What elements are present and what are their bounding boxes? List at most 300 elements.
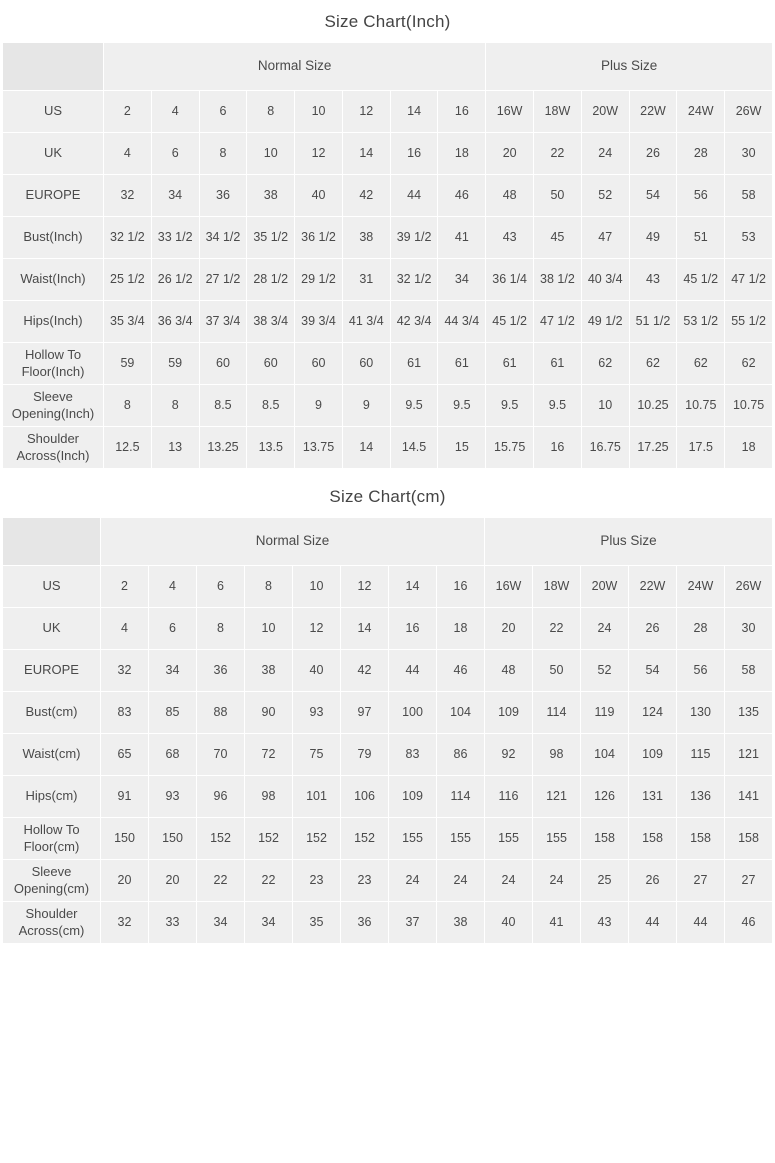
table-cell: 52 — [581, 175, 629, 217]
table-cell: 13.75 — [295, 427, 343, 469]
table-cell: 61 — [534, 343, 582, 385]
table-cell: 8 — [104, 385, 152, 427]
table-cell: 34 — [438, 259, 486, 301]
table-cell: 32 — [101, 902, 149, 944]
table-cell: 158 — [725, 818, 773, 860]
table-cell: 72 — [245, 734, 293, 776]
table-cell: 18 — [725, 427, 773, 469]
row-header-cell: Shoulder Across(cm) — [3, 902, 101, 944]
table-cell: 16W — [486, 91, 534, 133]
table-cell: 36 1/2 — [295, 217, 343, 259]
table-cell: 24 — [485, 860, 533, 902]
table-cell: 34 — [151, 175, 199, 217]
table-header-row — [3, 43, 773, 91]
table-cell: 30 — [725, 608, 773, 650]
table-row — [3, 385, 773, 427]
table-cell: 13.5 — [247, 427, 295, 469]
table-cell: 9.5 — [534, 385, 582, 427]
table-cell: 40 — [293, 650, 341, 692]
table-cell: 16 — [437, 566, 485, 608]
table-cell: 27 — [677, 860, 725, 902]
table-cell: 40 3/4 — [581, 259, 629, 301]
table-cell: 41 3/4 — [342, 301, 390, 343]
table-cell: 36 — [199, 175, 247, 217]
table-cell: 83 — [389, 734, 437, 776]
table-cell: 22 — [533, 608, 581, 650]
table-cell: 38 — [342, 217, 390, 259]
table-cell: 158 — [629, 818, 677, 860]
table-cell: 61 — [390, 343, 438, 385]
table-row — [3, 608, 773, 650]
table-cell: 32 — [101, 650, 149, 692]
table-row — [3, 91, 773, 133]
table-cell: 60 — [199, 343, 247, 385]
table-cell: 136 — [677, 776, 725, 818]
row-header-cell: Sleeve Opening(Inch) — [3, 385, 104, 427]
table-cell: 41 — [533, 902, 581, 944]
table-row — [3, 818, 773, 860]
table-cell: 60 — [295, 343, 343, 385]
table-cell: 22 — [197, 860, 245, 902]
table-cell: 53 1/2 — [677, 301, 725, 343]
table-row — [3, 734, 773, 776]
table-cell: 97 — [341, 692, 389, 734]
table-cell: 62 — [581, 343, 629, 385]
table-cell: 8 — [245, 566, 293, 608]
table-cell: 36 — [197, 650, 245, 692]
table-cell: 104 — [581, 734, 629, 776]
table-cell: 38 — [437, 902, 485, 944]
table-cell: 26W — [725, 566, 773, 608]
table-cell: 48 — [486, 175, 534, 217]
table-cell: 121 — [725, 734, 773, 776]
table-cell: 4 — [149, 566, 197, 608]
row-header-cell: Bust(cm) — [3, 692, 101, 734]
group-header-normal-size: Normal Size — [101, 518, 485, 566]
table-cell: 100 — [389, 692, 437, 734]
table-cell: 20 — [486, 133, 534, 175]
table-row — [3, 692, 773, 734]
table-cell: 75 — [293, 734, 341, 776]
table-row — [3, 217, 773, 259]
table-cell: 43 — [486, 217, 534, 259]
table-cell: 152 — [197, 818, 245, 860]
table-row — [3, 343, 773, 385]
table-cell: 45 1/2 — [486, 301, 534, 343]
table-cell: 38 1/2 — [534, 259, 582, 301]
table-cell: 86 — [437, 734, 485, 776]
table-cell: 18W — [533, 566, 581, 608]
table-cell: 10 — [247, 133, 295, 175]
table-cell: 44 — [390, 175, 438, 217]
table-cell: 141 — [725, 776, 773, 818]
table-cell: 20 — [149, 860, 197, 902]
table-cell: 152 — [293, 818, 341, 860]
row-header-cell: UK — [3, 133, 104, 175]
table-cell: 65 — [101, 734, 149, 776]
table-cell: 9 — [342, 385, 390, 427]
table-cell: 60 — [342, 343, 390, 385]
table-row — [3, 902, 773, 944]
table-cell: 38 — [245, 650, 293, 692]
table-cell: 14.5 — [390, 427, 438, 469]
table-cell: 114 — [533, 692, 581, 734]
table-cell: 130 — [677, 692, 725, 734]
table-cell: 22 — [245, 860, 293, 902]
table-cell: 54 — [629, 650, 677, 692]
table-cell: 23 — [341, 860, 389, 902]
table-cell: 26 — [629, 133, 677, 175]
table-cell: 12 — [342, 91, 390, 133]
table-cell: 62 — [629, 343, 677, 385]
table-cell: 9.5 — [390, 385, 438, 427]
row-header-cell: US — [3, 566, 101, 608]
table-cell: 131 — [629, 776, 677, 818]
row-header-cell: Hollow To Floor(Inch) — [3, 343, 104, 385]
size-chart-inch-title: Size Chart(Inch) — [0, 0, 775, 42]
table-cell: 39 1/2 — [390, 217, 438, 259]
table-cell: 24W — [677, 566, 725, 608]
table-cell: 16 — [390, 133, 438, 175]
table-cell: 27 1/2 — [199, 259, 247, 301]
table-cell: 32 1/2 — [390, 259, 438, 301]
table-cell: 24 — [533, 860, 581, 902]
row-header-cell: Hips(cm) — [3, 776, 101, 818]
table-cell: 8.5 — [247, 385, 295, 427]
table-cell: 152 — [245, 818, 293, 860]
table-cell: 49 1/2 — [581, 301, 629, 343]
table-cell: 6 — [199, 91, 247, 133]
table-cell: 50 — [534, 175, 582, 217]
table-cell: 42 3/4 — [390, 301, 438, 343]
table-cell: 90 — [245, 692, 293, 734]
table-cell: 17.5 — [677, 427, 725, 469]
table-cell: 60 — [247, 343, 295, 385]
table-cell: 92 — [485, 734, 533, 776]
table-cell: 51 1/2 — [629, 301, 677, 343]
table-cell: 56 — [677, 175, 725, 217]
table-cell: 48 — [485, 650, 533, 692]
table-cell: 22W — [629, 566, 677, 608]
table-cell: 12.5 — [104, 427, 152, 469]
row-header-cell: US — [3, 91, 104, 133]
table-cell: 20 — [485, 608, 533, 650]
table-cell: 79 — [341, 734, 389, 776]
row-header-cell: EUROPE — [3, 650, 101, 692]
table-cell: 22W — [629, 91, 677, 133]
table-cell: 8 — [247, 91, 295, 133]
table-cell: 9.5 — [438, 385, 486, 427]
table-cell: 34 — [245, 902, 293, 944]
table-cell: 12 — [293, 608, 341, 650]
table-cell: 150 — [101, 818, 149, 860]
table-cell: 42 — [342, 175, 390, 217]
table-cell: 24W — [677, 91, 725, 133]
table-cell: 85 — [149, 692, 197, 734]
table-cell: 26W — [725, 91, 773, 133]
table-cell: 43 — [581, 902, 629, 944]
table-cell: 49 — [629, 217, 677, 259]
table-cell: 45 — [534, 217, 582, 259]
table-cell: 24 — [581, 608, 629, 650]
table-cell: 12 — [341, 566, 389, 608]
table-cell: 40 — [485, 902, 533, 944]
table-cell: 38 3/4 — [247, 301, 295, 343]
table-cell: 109 — [485, 692, 533, 734]
table-cell: 28 1/2 — [247, 259, 295, 301]
row-header-cell: Shoulder Across(Inch) — [3, 427, 104, 469]
table-cell: 40 — [295, 175, 343, 217]
table-cell: 6 — [151, 133, 199, 175]
size-chart-cm-head — [3, 518, 773, 566]
table-cell: 26 1/2 — [151, 259, 199, 301]
table-cell: 25 — [581, 860, 629, 902]
table-cell: 119 — [581, 692, 629, 734]
table-cell: 96 — [197, 776, 245, 818]
row-header-cell: Hips(Inch) — [3, 301, 104, 343]
table-cell: 58 — [725, 650, 773, 692]
group-header-plus-size: Plus Size — [486, 43, 773, 91]
table-cell: 10 — [245, 608, 293, 650]
table-cell: 37 — [389, 902, 437, 944]
size-chart-cm-body — [3, 566, 773, 944]
table-cell: 93 — [149, 776, 197, 818]
table-cell: 20 — [101, 860, 149, 902]
table-cell: 6 — [149, 608, 197, 650]
table-cell: 98 — [533, 734, 581, 776]
row-header-cell: Waist(Inch) — [3, 259, 104, 301]
table-cell: 55 1/2 — [725, 301, 773, 343]
size-chart-cm-title: Size Chart(cm) — [0, 475, 775, 517]
size-chart-inch-table — [2, 42, 773, 469]
table-cell: 6 — [197, 566, 245, 608]
table-cell: 8 — [199, 133, 247, 175]
table-cell: 158 — [677, 818, 725, 860]
table-cell: 26 — [629, 860, 677, 902]
table-cell: 35 3/4 — [104, 301, 152, 343]
table-cell: 10 — [293, 566, 341, 608]
table-cell: 39 3/4 — [295, 301, 343, 343]
table-cell: 44 — [629, 902, 677, 944]
table-cell: 24 — [581, 133, 629, 175]
table-cell: 61 — [486, 343, 534, 385]
table-cell: 91 — [101, 776, 149, 818]
table-cell: 54 — [629, 175, 677, 217]
table-cell: 115 — [677, 734, 725, 776]
row-header-cell: UK — [3, 608, 101, 650]
table-cell: 16.75 — [581, 427, 629, 469]
table-cell: 47 1/2 — [725, 259, 773, 301]
table-cell: 44 3/4 — [438, 301, 486, 343]
table-cell: 158 — [581, 818, 629, 860]
table-row — [3, 259, 773, 301]
table-cell: 155 — [533, 818, 581, 860]
table-cell: 51 — [677, 217, 725, 259]
table-cell: 155 — [389, 818, 437, 860]
table-cell: 98 — [245, 776, 293, 818]
table-cell: 152 — [341, 818, 389, 860]
row-header-cell: Hollow To Floor(cm) — [3, 818, 101, 860]
table-cell: 150 — [149, 818, 197, 860]
table-cell: 20W — [581, 91, 629, 133]
table-cell: 14 — [390, 91, 438, 133]
table-cell: 41 — [438, 217, 486, 259]
size-chart-inch-body — [3, 91, 773, 469]
table-cell: 14 — [342, 427, 390, 469]
table-cell: 14 — [341, 608, 389, 650]
table-cell: 20W — [581, 566, 629, 608]
table-cell: 13.25 — [199, 427, 247, 469]
table-row — [3, 776, 773, 818]
table-cell: 9.5 — [486, 385, 534, 427]
table-row — [3, 175, 773, 217]
table-cell: 32 — [104, 175, 152, 217]
table-cell: 14 — [342, 133, 390, 175]
table-cell: 104 — [437, 692, 485, 734]
table-cell: 10.75 — [725, 385, 773, 427]
table-cell: 43 — [629, 259, 677, 301]
table-cell: 31 — [342, 259, 390, 301]
table-cell: 155 — [485, 818, 533, 860]
size-chart-cm-block — [0, 475, 775, 944]
table-header-row — [3, 518, 773, 566]
table-cell: 36 1/4 — [486, 259, 534, 301]
table-cell: 36 — [341, 902, 389, 944]
table-corner-cell — [3, 43, 104, 91]
table-cell: 93 — [293, 692, 341, 734]
table-cell: 10 — [581, 385, 629, 427]
table-cell: 27 — [725, 860, 773, 902]
table-cell: 4 — [101, 608, 149, 650]
table-row — [3, 301, 773, 343]
table-row — [3, 133, 773, 175]
table-cell: 28 — [677, 608, 725, 650]
table-cell: 25 1/2 — [104, 259, 152, 301]
table-cell: 34 1/2 — [199, 217, 247, 259]
table-cell: 121 — [533, 776, 581, 818]
table-cell: 2 — [101, 566, 149, 608]
table-cell: 33 — [149, 902, 197, 944]
table-cell: 8.5 — [199, 385, 247, 427]
table-corner-cell — [3, 518, 101, 566]
row-header-cell: Bust(Inch) — [3, 217, 104, 259]
table-cell: 24 — [389, 860, 437, 902]
size-chart-cm-table — [2, 517, 773, 944]
table-cell: 15.75 — [486, 427, 534, 469]
table-cell: 109 — [629, 734, 677, 776]
table-cell: 10 — [295, 91, 343, 133]
table-cell: 33 1/2 — [151, 217, 199, 259]
table-cell: 101 — [293, 776, 341, 818]
table-cell: 42 — [341, 650, 389, 692]
table-cell: 2 — [104, 91, 152, 133]
table-cell: 68 — [149, 734, 197, 776]
table-row — [3, 860, 773, 902]
table-cell: 8 — [151, 385, 199, 427]
table-cell: 155 — [437, 818, 485, 860]
table-cell: 18 — [437, 608, 485, 650]
table-cell: 32 1/2 — [104, 217, 152, 259]
table-cell: 52 — [581, 650, 629, 692]
table-cell: 59 — [104, 343, 152, 385]
table-cell: 30 — [725, 133, 773, 175]
table-cell: 106 — [341, 776, 389, 818]
table-cell: 10.25 — [629, 385, 677, 427]
table-cell: 15 — [438, 427, 486, 469]
table-cell: 4 — [151, 91, 199, 133]
table-cell: 14 — [389, 566, 437, 608]
table-cell: 126 — [581, 776, 629, 818]
table-cell: 34 — [197, 902, 245, 944]
table-cell: 22 — [534, 133, 582, 175]
table-cell: 58 — [725, 175, 773, 217]
table-cell: 59 — [151, 343, 199, 385]
size-chart-inch-head — [3, 43, 773, 91]
table-cell: 46 — [437, 650, 485, 692]
size-chart-inch-block — [0, 0, 775, 469]
table-cell: 38 — [247, 175, 295, 217]
table-cell: 114 — [437, 776, 485, 818]
table-cell: 18 — [438, 133, 486, 175]
table-cell: 46 — [725, 902, 773, 944]
table-cell: 83 — [101, 692, 149, 734]
table-cell: 61 — [438, 343, 486, 385]
row-header-cell: EUROPE — [3, 175, 104, 217]
table-cell: 34 — [149, 650, 197, 692]
table-cell: 16 — [534, 427, 582, 469]
table-row — [3, 650, 773, 692]
table-cell: 116 — [485, 776, 533, 818]
table-cell: 37 3/4 — [199, 301, 247, 343]
table-cell: 56 — [677, 650, 725, 692]
table-cell: 135 — [725, 692, 773, 734]
table-cell: 23 — [293, 860, 341, 902]
table-cell: 35 1/2 — [247, 217, 295, 259]
table-cell: 46 — [438, 175, 486, 217]
table-cell: 50 — [533, 650, 581, 692]
table-cell: 62 — [725, 343, 773, 385]
table-cell: 16W — [485, 566, 533, 608]
table-cell: 44 — [389, 650, 437, 692]
table-cell: 35 — [293, 902, 341, 944]
table-cell: 45 1/2 — [677, 259, 725, 301]
table-cell: 18W — [534, 91, 582, 133]
table-cell: 17.25 — [629, 427, 677, 469]
table-cell: 16 — [438, 91, 486, 133]
table-cell: 44 — [677, 902, 725, 944]
table-cell: 124 — [629, 692, 677, 734]
group-header-plus-size: Plus Size — [485, 518, 773, 566]
group-header-normal-size: Normal Size — [104, 43, 486, 91]
table-cell: 26 — [629, 608, 677, 650]
table-cell: 24 — [437, 860, 485, 902]
table-cell: 53 — [725, 217, 773, 259]
table-cell: 36 3/4 — [151, 301, 199, 343]
table-cell: 47 — [581, 217, 629, 259]
table-cell: 28 — [677, 133, 725, 175]
table-cell: 13 — [151, 427, 199, 469]
table-cell: 109 — [389, 776, 437, 818]
table-cell: 4 — [104, 133, 152, 175]
table-row — [3, 566, 773, 608]
table-cell: 47 1/2 — [534, 301, 582, 343]
table-row — [3, 427, 773, 469]
table-cell: 8 — [197, 608, 245, 650]
table-cell: 88 — [197, 692, 245, 734]
row-header-cell: Waist(cm) — [3, 734, 101, 776]
table-cell: 12 — [295, 133, 343, 175]
table-cell: 70 — [197, 734, 245, 776]
